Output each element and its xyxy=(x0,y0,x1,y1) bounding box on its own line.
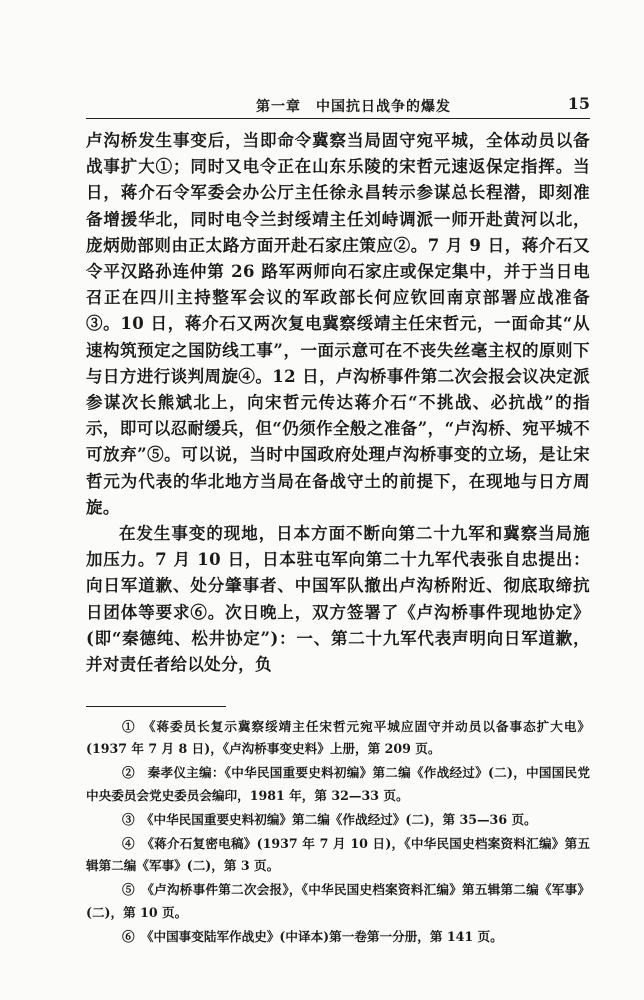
chapter-title: 第一章 中国抗日战争的爆发 xyxy=(256,99,451,115)
running-header xyxy=(86,88,590,119)
body-text xyxy=(86,128,590,678)
paragraph-1: 卢沟桥发生事变后，当即命令冀察当局固守宛平城，全体动员以备战事扩大①；同时又电令正在山东乐陵的宋哲元速返保定指挥。当日，蒋介石令军委会办公厅主任徐永昌转示参谋总长程潜，即刻准备增援华北，同时电令兰封绥靖主任刘峙调派一师开赴黄河以北，庞炳勋部则由正太路方面开赴石家庄策应②。7 月 9 日，蒋介石又令平汉路孙连仲第 26 路军两师向石家庄或保定集中，并于当日电召正在四川主持整军会议的军政部长何应钦回南京部署应战准备③。10 日，蒋介石又两次复电冀察绥靖主任宋哲元，一面命其“从速构筑预定之国防线工事”，一面示意可在不丧失丝毫主权的原则下与日方进行谈判周旋④。12 日，卢沟桥事件第二次会报会议决定派参谋次长熊斌北上，向宋哲元传达蒋介石“不挑战、必抗战”的指示，即可以忍耐缓兵，但“仍须作全般之准备”，“卢沟桥、宛平城不可放弃”⑤。可以说，当时中国政府处理卢沟桥事变的立场，是让宋哲元为代表的华北地方当局在备战守土的前提下，在现地与日方周旋。 xyxy=(86,131,590,517)
paragraph-2: 在发生事变的现地，日本方面不断向第二十九军和冀察当局施加压力。7 月 10 日，日本驻屯军向第二十九军代表张自忠提出：向日军道歉、处分肇事者、中国军队撤出卢沟桥附近、彻底取缔抗日团体等要求⑥。次日晚上，双方签署了《卢沟桥事件现地协定》(即“秦德纯、松井协定”)：一、第二十九军代表声明向日军道歉，并对责任者给以处分，负 xyxy=(86,524,590,675)
footnote-6: ⑥ 《中国事变陆军作战史》(中译本)第一卷第一分册，第 141 页。 xyxy=(122,928,503,944)
footnote-3: ③ 《中华民国重要史料初编》第二编《作战经过》(二)，第 35—36 页。 xyxy=(122,811,537,827)
footnote-5: ⑤ 《卢沟桥事件第二次会报》，《中华民国史档案资料汇编》第五辑第二编《军事》(二)，第 10 页。 xyxy=(86,882,590,920)
page-number: 15 xyxy=(567,94,590,113)
footnote-4: ④ 《蒋介石复密电稿》(1937 年 7 月 10 日)，《中华民国史档案资料汇编》第五辑第二编《军事》(二)，第 3 页。 xyxy=(86,836,590,874)
footnotes xyxy=(86,716,590,950)
footnote-2: ② 秦孝仪主编：《中华民国重要史料初编》第二编《作战经过》(二)，中国国民党中央委员会党史委员会编印，1981 年，第 32—33 页。 xyxy=(86,765,590,803)
footnote-divider xyxy=(86,706,226,707)
footnote-1: ① 《蒋委员长复示冀察绥靖主任宋哲元宛平城应固守并动员以备事态扩大电》(1937 年 7 月 8 日)，《卢沟桥事变史料》上册，第 209 页。 xyxy=(86,719,590,757)
